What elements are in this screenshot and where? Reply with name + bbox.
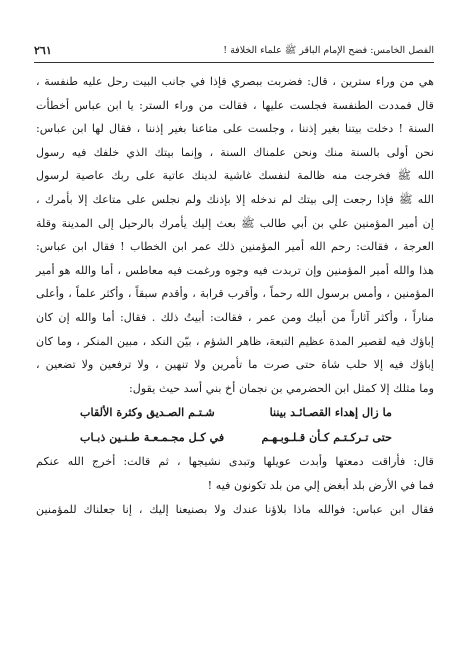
text-line: السنة ! دخلت بيتنا بغير إذننا ، وجلست على متاعنا بغير إذننا ، فقال لها ابن عباس: — [36, 122, 434, 136]
text-line: مناراً ، وأكثر آثاراً من أبيك ومن عمر ، فقالت: أبيتُ ذلك . فقال: أما والله إن كان — [36, 310, 434, 324]
text-line: الله ﷺ فخرجت منه ظالمة لنفسك غاشية لدينك عاتية على ربك عاصية لرسول — [36, 169, 434, 183]
running-header — [34, 44, 434, 63]
text-line: إباؤك فيه إلا حلب شاة حتى صرت ما تأمرين ولا تنهين ، ولا ترفعين ولا تضعين ، — [36, 358, 434, 372]
text-line: العرجة ، فقالت: رحم الله أمير المؤمنين ذلك عمر ابن الخطاب ! فقال ابن عباس: — [36, 240, 434, 254]
text-line: إباؤك فيه لقصير المدة عظيم التبعة، ظاهر الشؤم ، بيّن النكد ، مبين المنكر ، وما كان — [36, 334, 434, 348]
text-line: الله ﷺ فإذا رجعت إلى بيتك لم ندخله إلا بإذنك ولم نجلس على متاعك إلا بأمرك ، — [36, 192, 434, 206]
verse-hemistich-first: حتى تـركـتـم كـأن قـلـوبـهـم — [261, 430, 392, 445]
page-body — [36, 70, 434, 521]
chapter-title: الفصل الخامس: فضح الإمام الباقر ﷺ علماء الخلافة ! — [223, 45, 434, 56]
poem-verse — [36, 425, 434, 450]
text-line: هذا والله أمير المؤمنين وإن تربدت فيه وجوه ورغمت فيه معاطس ، أما والله هو أمير — [36, 263, 434, 277]
verse-hemistich-second: في كـل مجـمـعـة طـنـين ذبـاب — [80, 430, 225, 445]
text-line: هي من وراء سترين ، قال: فضربت ببصري فإذا في جانب البيت رحل عليه طنفسة ، — [36, 75, 434, 88]
text-line: نحن أولى بالسنة منك ونحن علمناك السنة ، وإنما بيتك الذي خلفك فيه رسول — [36, 145, 434, 159]
text-line: قال: فأراقت دمعتها وأبدت عويلها وتبدى نشيجها ، ثم قالت: أخرج الله عنكم — [36, 455, 434, 469]
poem-verse — [36, 400, 434, 425]
text-line: إن أمير المؤمنين علي بن أبي طالب ﷺ بعث إليك يأمرك بالرحيل إلى المدينة وقلة — [36, 216, 434, 230]
text-line: فقال ابن عباس: فوالله ماذا بلاؤنا عندك ولا بصنيعنا إليك ، إنا جعلناك للمؤمنين — [36, 502, 434, 516]
page-number: ٢٦١ — [34, 44, 52, 57]
verse-hemistich-second: شـتـم الصـديق وكثرة الألقاب — [80, 405, 215, 420]
text-line: وما مثلك إلا كمثل ابن الحضرمي بن نجمان أخ بني أسد حيث يقول: — [128, 381, 434, 395]
text-line: المؤمنين ، وأمس برسول الله رحماً ، وأقرب قرابة ، وأقدم سبقاً ، وأكثر علماً ، وأعلى — [36, 287, 434, 301]
text-line: فما في الأرض بلد أبغض إلي من بلد تكونون فيه ! — [207, 478, 434, 492]
text-line: قال فمددت الطنفسة فجلست عليها ، فقالت من وراء الستر: يا ابن عباس أخطأت — [36, 98, 434, 112]
verse-hemistich-first: ما زال إهداء القصـائـد بيننا — [269, 405, 392, 420]
